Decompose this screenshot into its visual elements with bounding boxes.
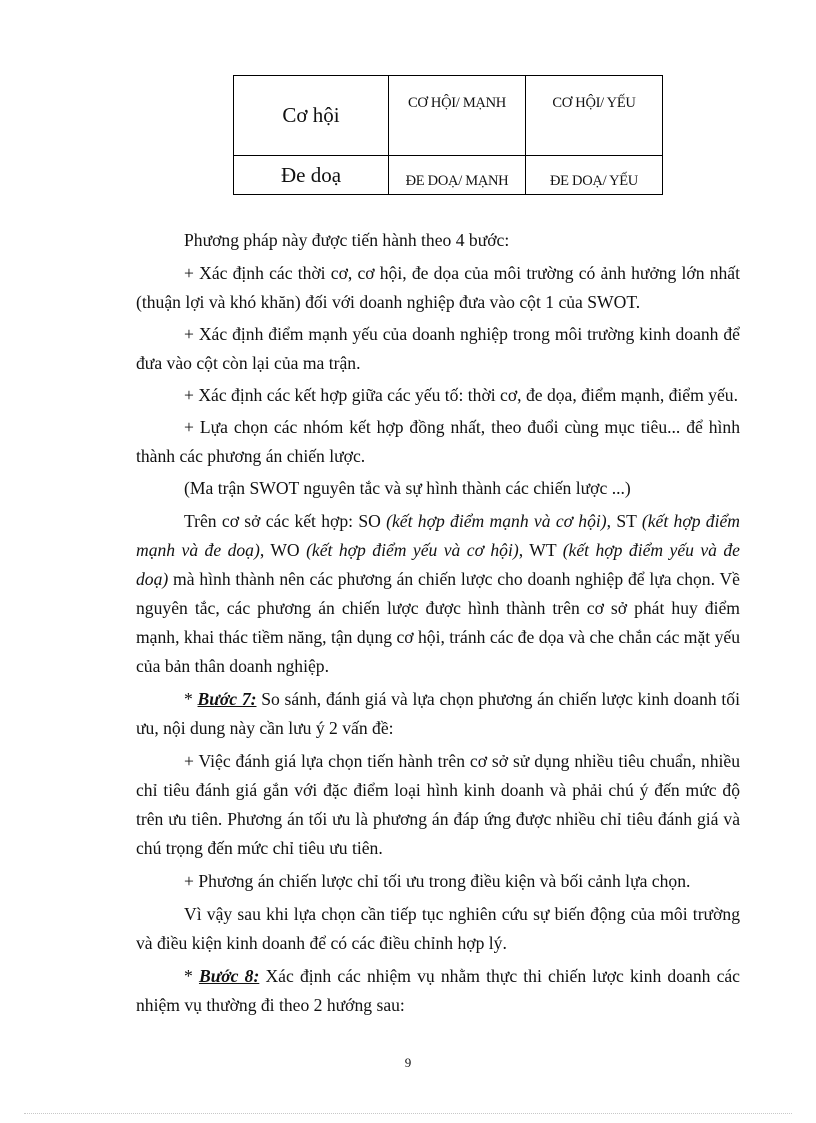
- paragraph-step-c: + Xác định các kết hợp giữa các yếu tố: thời cơ, đe dọa, điểm mạnh, điểm yếu.: [184, 385, 738, 405]
- paragraph-combinations: [136, 507, 740, 681]
- text-span: , ST: [606, 511, 642, 531]
- paragraph-followup: Vì vậy sau khi lựa chọn cần tiếp tục nghiên cứu sự biến động của môi trường và điều kiện kinh doanh để có các điều chỉnh hợp lý.: [136, 904, 740, 953]
- paragraph-optimal: + Phương án chiến lược chỉ tối ưu trong điều kiện và bối cảnh lựa chọn.: [184, 871, 691, 891]
- footer-divider: [24, 1113, 792, 1114]
- bullet-prefix: *: [184, 966, 199, 986]
- table-row: [234, 156, 663, 195]
- cell-opportunity-strength: CƠ HỘI/ MẠNH: [389, 76, 526, 156]
- step-8-label: Bước 8:: [198, 966, 260, 986]
- row-label-opportunity: Cơ hội: [234, 76, 389, 156]
- paragraph-step-b: + Xác định điểm mạnh yếu của doanh nghiệp trong môi trường kinh doanh để đưa vào cột còn lại của ma trận.: [136, 324, 740, 373]
- cell-opportunity-weakness: CƠ HỘI/ YẾU: [526, 76, 663, 156]
- cell-threat-strength: ĐE DOẠ/ MẠNH: [389, 156, 526, 195]
- cell-threat-weakness: ĐE DOẠ/ YẾU: [526, 156, 663, 195]
- table-row: [234, 76, 663, 156]
- italic-span: (kết hợp điểm yếu và cơ hội): [306, 540, 519, 560]
- paragraph-evaluation: + Việc đánh giá lựa chọn tiến hành trên cơ sở sử dụng nhiều tiêu chuẩn, nhiều chỉ tiêu đánh giá gắn với đặc điểm loại hình kinh doanh và phải chú ý đến mức độ trên ưu tiên. Phương án tối ưu là phương án đáp ứng được nhiều chỉ tiêu đánh giá và chú trọng đến mức chỉ tiêu ưu tiên.: [136, 751, 740, 858]
- paragraph-method-intro: Phương pháp này được tiến hành theo 4 bước:: [184, 230, 510, 250]
- bullet-prefix: *: [184, 689, 198, 709]
- paragraph-step-d: + Lựa chọn các nhóm kết hợp đồng nhất, theo đuổi cùng mục tiêu... để hình thành các phương án chiến lược.: [136, 417, 740, 466]
- italic-span: (kết hợp điểm yếu và đe doạ): [136, 540, 740, 589]
- step-7-label: Bước 7:: [197, 689, 257, 709]
- italic-span: (kết hợp điểm mạnh và đe doạ): [136, 511, 740, 560]
- text-span: So sánh, đánh giá và lựa chọn phương án chiến lược kinh doanh tối ưu, nội dung này cần lưu ý 2 vấn đề:: [136, 689, 740, 738]
- document-body: [136, 226, 740, 1024]
- text-span: mà hình thành nên các phương án chiến lược cho doanh nghiệp để lựa chọn. Về nguyên tắc, các phương án chiến lược được hình thành trên cơ sở phát huy điểm mạnh, khai thác tiềm năng, tận dụng cơ hội, tránh các đe dọa và che chắn các mặt yếu của bản thân doanh nghiệp.: [136, 569, 740, 676]
- paragraph-step-8: [136, 962, 740, 1020]
- text-span: Trên cơ sở các kết hợp: SO: [184, 511, 387, 531]
- italic-span: (kết hợp điểm mạnh và cơ hội): [386, 511, 607, 531]
- text-span: , WO: [259, 540, 307, 560]
- page-number: 9: [404, 1055, 412, 1070]
- paragraph-step-a: + Xác định các thời cơ, cơ hội, đe dọa của môi trường có ảnh hưởng lớn nhất (thuận lợi và khó khăn) đối với doanh nghiệp đưa vào cột 1 của SWOT.: [136, 263, 740, 312]
- paragraph-step-7: [136, 685, 740, 743]
- paragraph-note: (Ma trận SWOT nguyên tắc và sự hình thành các chiến lược ...): [184, 478, 631, 498]
- swot-matrix-table: [233, 75, 663, 195]
- row-label-threat: Đe doạ: [234, 156, 389, 195]
- text-span: Xác định các nhiệm vụ nhằm thực thi chiến lược kinh doanh các nhiệm vụ thường đi theo 2 hướng sau:: [136, 966, 740, 1015]
- text-span: , WT: [518, 540, 563, 560]
